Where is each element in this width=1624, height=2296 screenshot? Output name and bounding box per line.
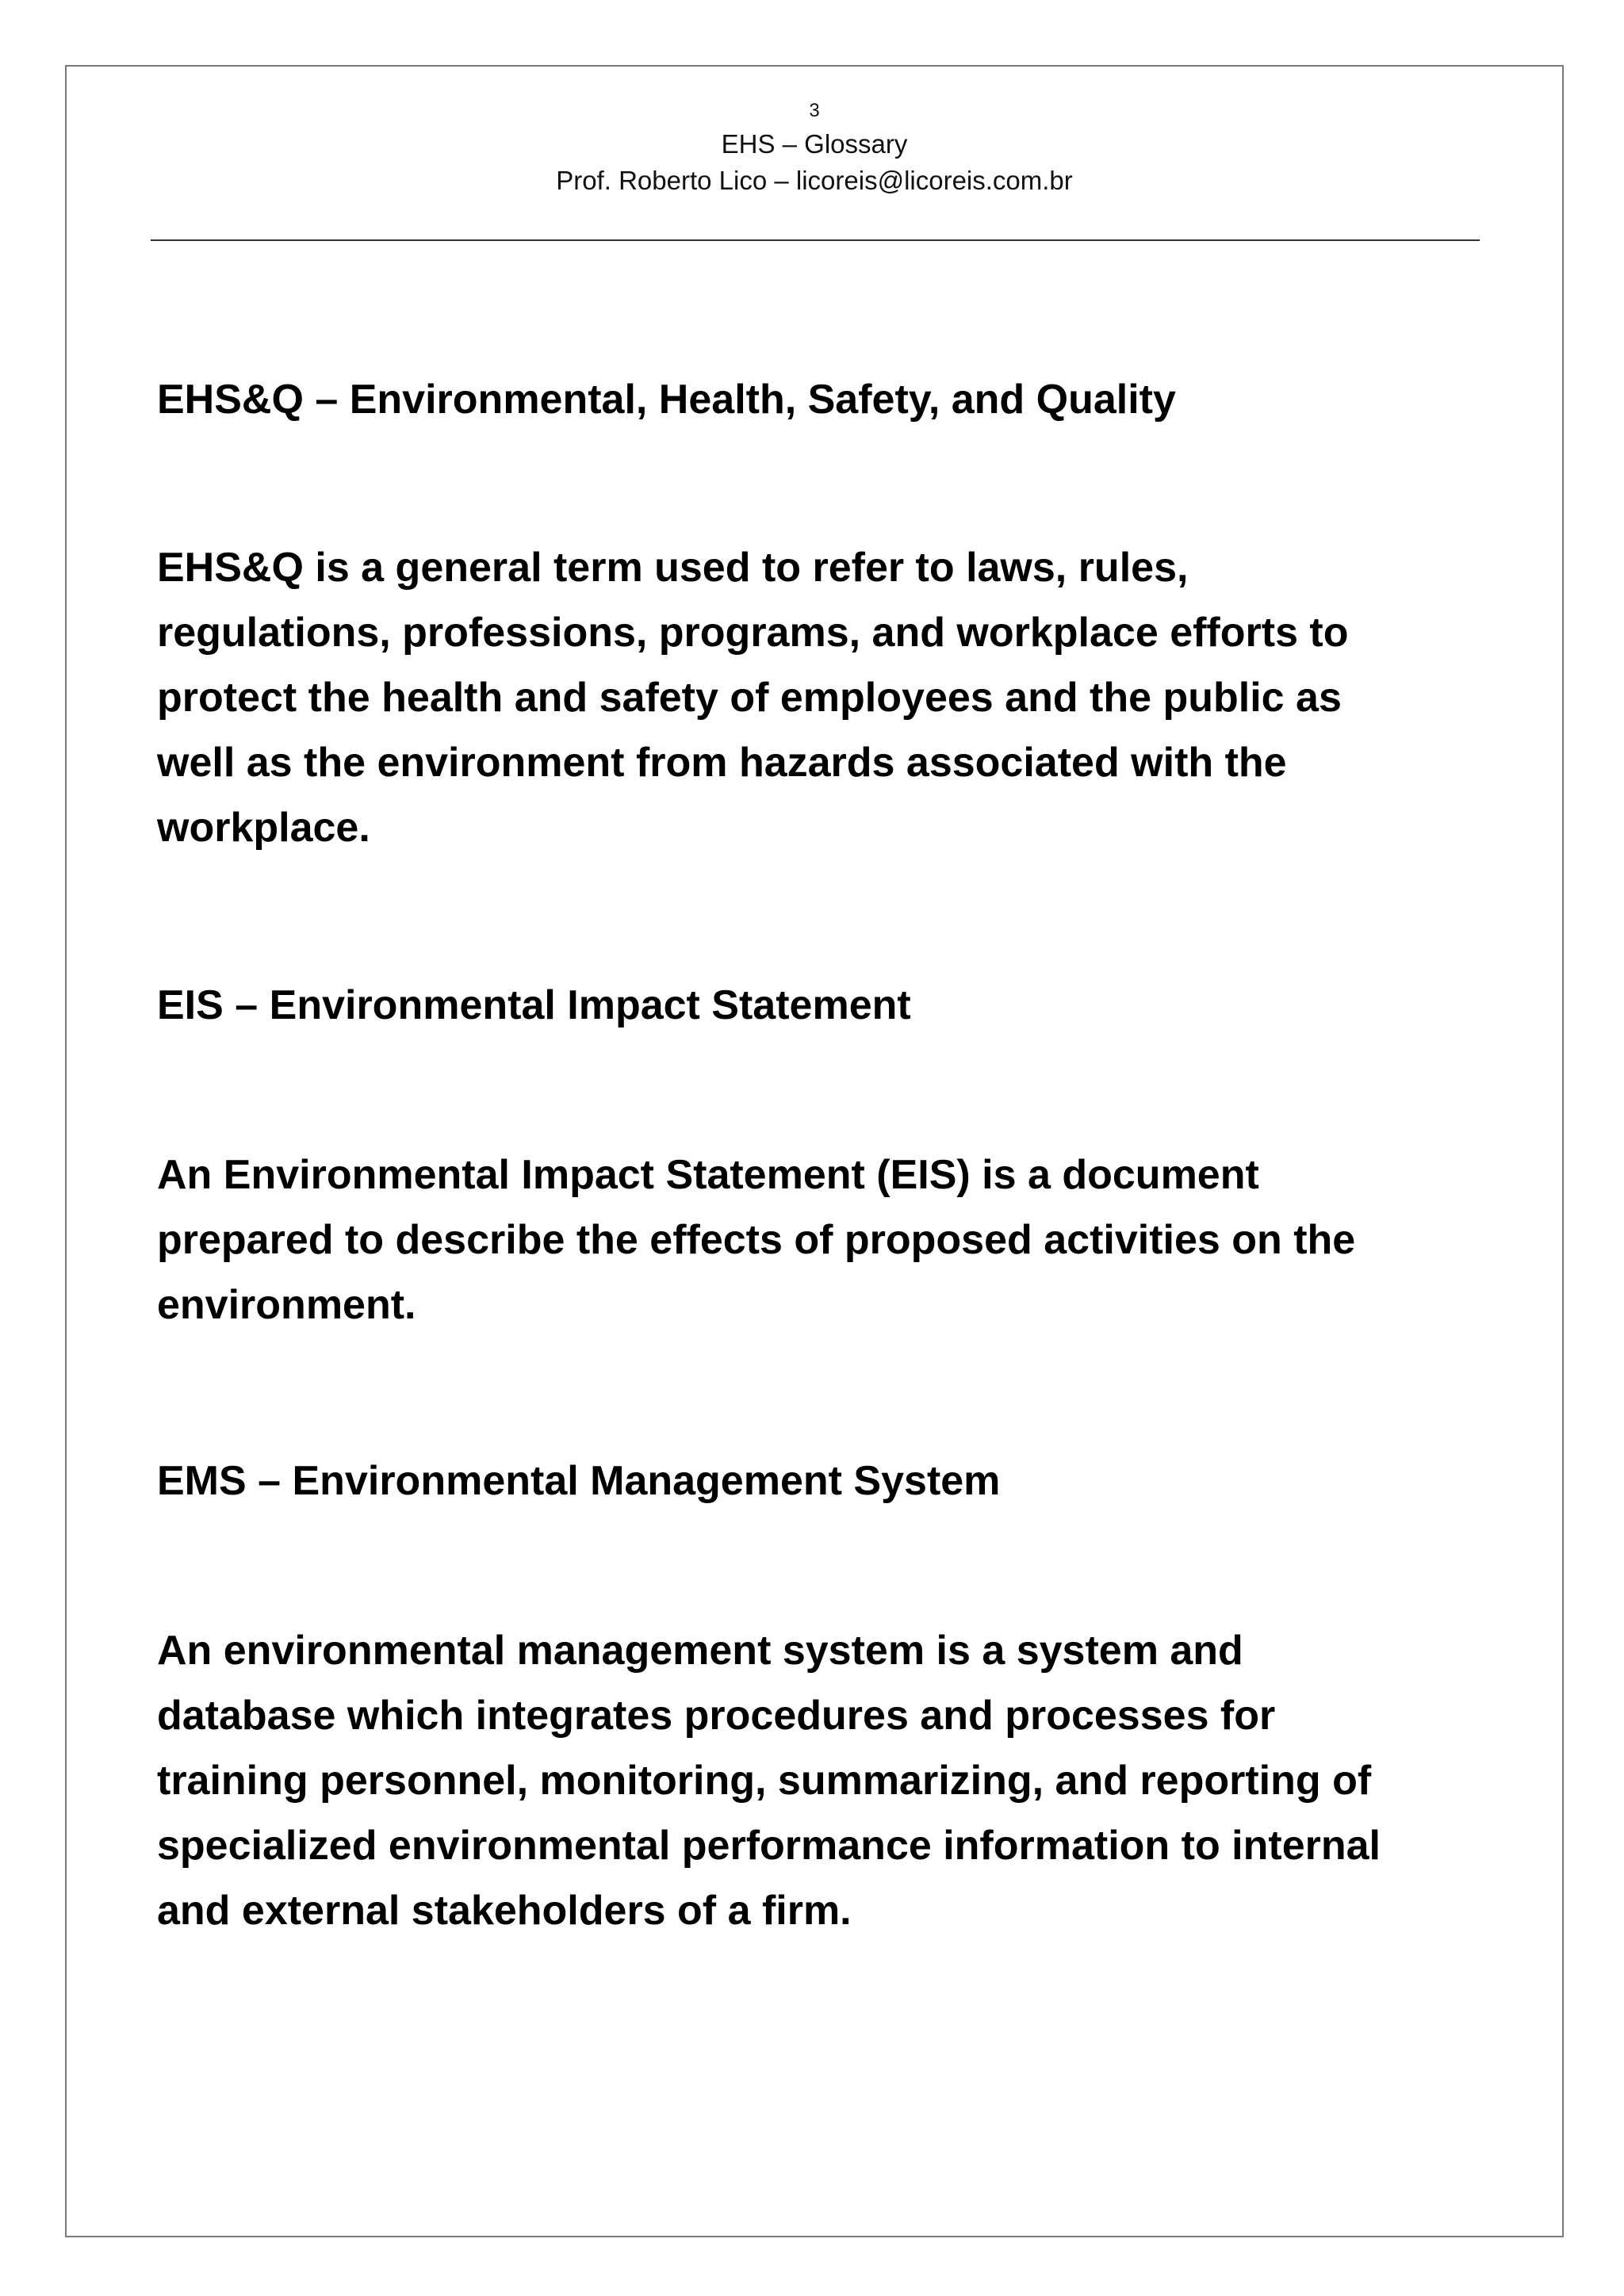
definition-line: protect the health and safety of employees and the public as	[157, 675, 1342, 721]
glossary-definition-ehsq	[157, 535, 1521, 860]
author-line: Prof. Roberto Lico – licoreis@licoreis.com.br	[556, 166, 1073, 195]
definition-line: database which integrates procedures and processes for	[157, 1693, 1276, 1739]
glossary-term-eis: EIS – Environmental Impact Statement	[157, 982, 911, 1028]
definition-line: EHS&Q is a general term used to refer to laws, rules,	[157, 545, 1189, 591]
definition-line: well as the environment from hazards associated with the	[157, 740, 1287, 786]
glossary-definition-ems	[157, 1618, 1521, 1943]
definition-line: workplace.	[157, 805, 370, 851]
document-title: EHS – Glossary	[721, 129, 908, 159]
glossary-term-ehsq: EHS&Q – Environmental, Health, Safety, and Quality	[157, 377, 1176, 423]
definition-line: specialized environmental performance information to internal	[157, 1823, 1381, 1869]
definition-line: prepared to describe the effects of proposed activities on the	[157, 1217, 1356, 1263]
definition-line: training personnel, monitoring, summarizing, and reporting of	[157, 1758, 1372, 1804]
definition-line: regulations, professions, programs, and workplace efforts to	[157, 610, 1349, 656]
page-frame	[65, 65, 1564, 2237]
header-divider	[151, 239, 1480, 241]
page-number: 3	[809, 100, 820, 121]
definition-line: An environmental management system is a system and	[157, 1628, 1243, 1674]
glossary-definition-eis	[157, 1142, 1521, 1337]
glossary-term-ems: EMS – Environmental Management System	[157, 1458, 1001, 1504]
definition-line: and external stakeholders of a firm.	[157, 1888, 852, 1934]
definition-line: environment.	[157, 1282, 416, 1328]
definition-line: An Environmental Impact Statement (EIS) is a document	[157, 1152, 1259, 1198]
